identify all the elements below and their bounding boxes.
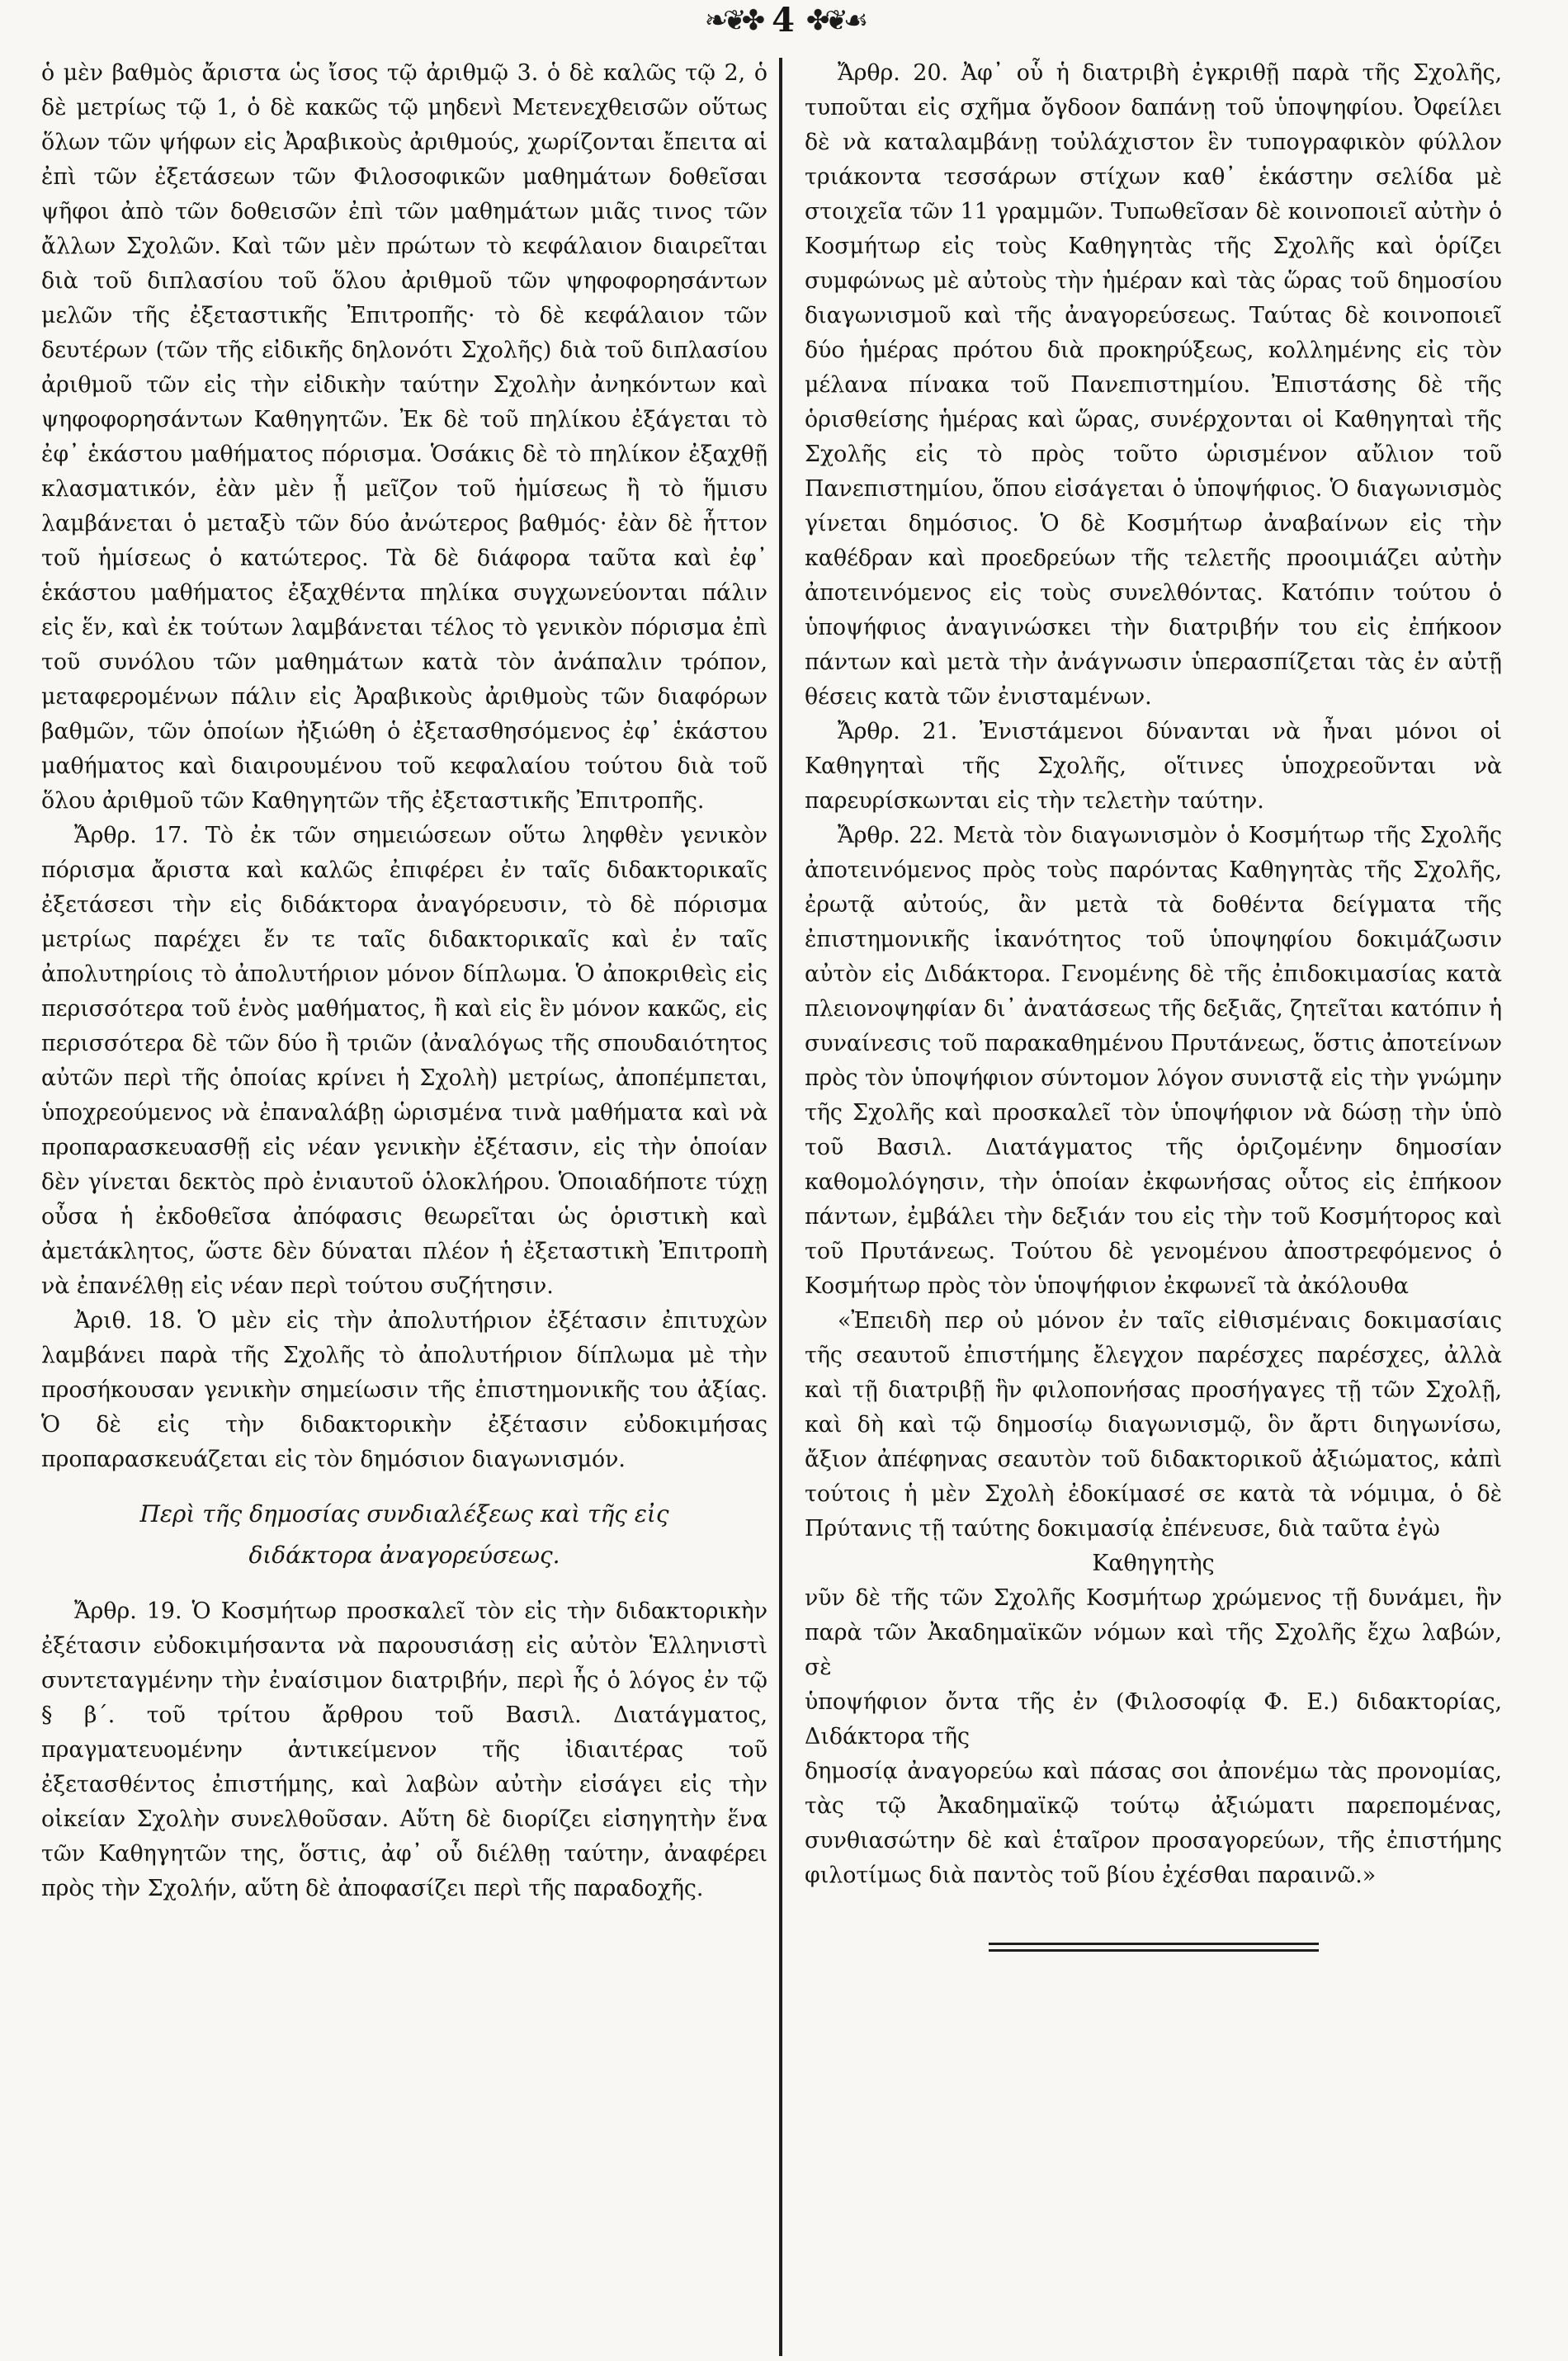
ornament-left-icon: ❧❦✤ (704, 4, 761, 37)
oath-text-4: δημοσίᾳ ἀναγορεύω καὶ πάσας σοι ἀπονέμω τὰς προνομίας, τὰς τῷ Ἀκαδημαϊκῷ τούτῳ ἀξιώματι παρεπομένας, συνθιασώτην δὲ καὶ ἑταῖρον προσαγορεύων, τῆς ἐπιστήμης φιλοτίμως διὰ παντὸς τοῦ βίου ἐχέσθαι παραινῶ.» (805, 1759, 1502, 1888)
end-rule (989, 1943, 1319, 1952)
section-heading (41, 1494, 767, 1576)
article-17: Ἄρθρ. 17. Τὸ ἐκ τῶν σημειώσεων οὕτω ληφθὲν γενικὸν πόρισμα ἄριστα καὶ καλῶς ἐπιφέρει ἐν ταῖς διδακτορικαῖς ἐξετάσεσι τὴν εἰς διδάκτορα ἀναγόρευσιν, τὸ δὲ πόρισμα μετρίως παρέχει ἔν τε ταῖς διδακτορικαῖς καὶ ἐν ταῖς ἀπολυτηρίοις τὸ ἀπολυτήριον μόνον δίπλωμα. Ὁ ἀποκριθεὶς εἰς περισσότερα τοῦ ἑνὸς μαθήματος, ἢ καὶ εἰς ἓν μόνον κακῶς, εἰς περισσότερα δὲ τῶν δύο ἢ τριῶν (ἀναλόγως τῆς σπουδαιότητος αὐτῶν περὶ τῆς ὁποίας κρίνει ἡ Σχολὴ) μετρίως, ἀποπέμπεται, ὑποχρεούμενος νὰ ἐπαναλάβῃ ὡρισμένα τινὰ μαθήματα καὶ νὰ προπαρασκευασθῇ εἰς νέαν γενικὴν ἐξέτασιν, εἰς τὴν ὁποίαν δὲν γίνεται δεκτὸς πρὸ ἐνιαυτοῦ ὁλοκλήρου. Ὁποιαδήποτε τύχῃ οὖσα ἡ ἐκδοθεῖσα ἀπόφασις θεωρεῖται ὡς ὁριστικὴ καὶ ἀμετάκλητος, ὥστε δὲν δύναται πλέον ἡ ἐξεταστικὴ Ἐπιτροπὴ νὰ ἐπανέλθῃ εἰς νέαν περὶ τούτου συζήτησιν. (41, 823, 767, 1299)
oath-text-2: νῦν δὲ τῆς τῶν Σχολῆς Κοσμήτωρ χρώμενος τῇ δυνάμει, ἣν παρὰ τῶν Ἀκαδημαϊκῶν νόμων καὶ τῆς Σχολῆς ἔχω λαβών, σὲ (805, 1585, 1502, 1680)
page-header (0, 3, 1568, 38)
section-heading-line-1: Περὶ τῆς δημοσίας συνδιαλέξεως καὶ τῆς εἰς (139, 1500, 669, 1528)
section-heading-line-2: διδάκτορα ἀναγορεύσεως. (248, 1542, 560, 1569)
oath-title-word: Καθηγητὴς (1092, 1551, 1215, 1576)
end-rule-line-2 (989, 1949, 1319, 1952)
article-18: Ἀριθ. 18. Ὁ μὲν εἰς τὴν ἀπολυτήριον ἐξέτασιν ἐπιτυχὼν λαμβάνει παρὰ τῆς Σχολῆς τὸ ἀπολυτήριον δίπλωμα μὲ τὴν προσήκουσαν γενικὴν σημείωσιν τῆς ἐπιστημονικῆς του ἀξίας. Ὁ δὲ εἰς τὴν διδακτορικὴν ἐξέτασιν εὐδοκιμήσας προπαρασκευάζεται εἰς τὸν δημόσιον διαγωνισμόν. (41, 1308, 767, 1472)
right-column (805, 56, 1502, 1956)
article-22: Ἄρθρ. 22. Μετὰ τὸν διαγωνισμὸν ὁ Κοσμήτωρ τῆς Σχολῆς ἀποτεινόμενος πρὸς τοὺς παρόντας Καθηγητὰς τῆς Σχολῆς, ἐρωτᾷ αὐτούς, ἂν μετὰ τὰ δοθέντα δείγματα τῆς ἐπιστημονικῆς ἱκανότητος τοῦ ὑποψηφίου δοκιμάζωσιν αὐτὸν εἰς Διδάκτορα. Γενομένης δὲ τῆς ἐπιδοκιμασίας κατὰ πλειονοψηφίαν δι᾽ ἀνατάσεως τῆς δεξιᾶς, ζητεῖται κατόπιν ἡ συναίνεσις τοῦ παρακαθημένου Πρυτάνεως, ὅστις ἀποτείνων πρὸς τὸν ὑποψήφιον σύντομον λόγον συνιστᾷ εἰς τὴν γνώμην τῆς Σχολῆς καὶ προσκαλεῖ τὸν ὑποψήφιον νὰ δώσῃ τὴν ὑπὸ τοῦ Βασιλ. Διατάγματος τῆς ὁριζομένην δημοσίαν καθομολόγησιν, τὴν ὁποίαν ἐκφωνήσας οὗτος εἰς ἐπήκοον πάντων, ἐμβάλει τὴν δεξιάν του εἰς τὴν τοῦ Κοσμήτορος καὶ τοῦ Πρυτάνεως. Τούτου δὲ γενομένου ἀποστρεφόμενος ὁ Κοσμήτωρ πρὸς τὸν ὑποψήφιον ἐκφωνεῖ τὰ ἀκόλουθα (805, 823, 1502, 1299)
oath-text: «Ἐπειδὴ περ οὐ μόνον ἐν ταῖς εἰθισμέναις δοκιμασίαις τῆς σεαυτοῦ ἐπιστήμης ἔλεγχον παρέσχες παρέσχες, ἀλλὰ καὶ τῇ διατριβῇ ἣν φιλοπονήσας προσήγαγες τῇ τῶν Σχολῇ, καὶ δὴ καὶ τῷ δημοσίῳ διαγωνισμῷ, ὃν ἄρτι διηγωνίσω, ἄξιον ἀπέφηνας σεαυτὸν τοῦ διδακτορικοῦ ἀξιώματος, κἀπὶ τούτοις ἡ μὲν Σχολὴ ἐδοκίμασέ σε κατὰ τὰ νόμιμα, ὁ δὲ Πρύτανις τῇ ταύτης δοκιμασίᾳ ἐπένευσε, διὰ ταῦτα ἐγὼ (805, 1308, 1502, 1542)
article-19: Ἄρθρ. 19. Ὁ Κοσμήτωρ προσκαλεῖ τὸν εἰς τὴν διδακτορικὴν ἐξέτασιν εὐδοκιμήσαντα νὰ παρουσιάσῃ εἰς αὐτὸν Ἑλληνιστὶ συντεταγμένην τὴν ἐναίσιμον διατριβήν, περὶ ἧς ὁ λόγος ἐν τῷ § β΄. τοῦ τρίτου ἄρθρου τοῦ Βασιλ. Διατάγματος, πραγματευομένην ἀντικείμενον τῆς ἰδιαιτέρας τοῦ ἐξετασθέντος ἐπιστήμης, καὶ λαβὼν αὐτὴν εἰσάγει εἰς τὴν οἰκείαν Σχολὴν συνελθοῦσαν. Αὕτη δὲ διορίζει εἰσηγητὴν ἕνα τῶν Καθηγητῶν της, ὅστις, ἀφ᾽ οὗ διέλθῃ ταύτην, ἀναφέρει πρὸς τὴν Σχολήν, αὕτη δὲ ἀποφασίζει περὶ τῆς παραδοχῆς. (41, 1598, 767, 1901)
paragraph-grading: ὁ μὲν βαθμὸς ἄριστα ὡς ἴσος τῷ ἀριθμῷ 3. ὁ δὲ καλῶς τῷ 2, ὁ δὲ μετρίως τῷ 1, ὁ δὲ κακῶς τῷ μηδενὶ Μετενεχθεισῶν οὕτως ὅλων τῶν ψήφων εἰς Ἀραβικοὺς ἀριθμούς, χωρίζονται ἔπειτα αἱ ἐπὶ τῶν ἐξετάσεων τῶν Φιλοσοφικῶν μαθημάτων δοθεῖσαι ψῆφοι ἀπὸ τῶν δοθεισῶν ἐπὶ τῶν μαθημάτων μιᾶς τινος τῶν ἄλλων Σχολῶν. Καὶ τῶν μὲν πρώτων τὸ κεφάλαιον διαιρεῖται διὰ τοῦ διπλασίου τοῦ ὅλου ἀριθμοῦ τῶν ψηφοφορησάντων μελῶν τῆς ἐξεταστικῆς Ἐπιτροπῆς· τὸ δὲ κεφάλαιον τῶν δευτέρων (τῶν τῆς εἰδικῆς δηλονότι Σχολῆς) διὰ τοῦ διπλασίου ἀριθμοῦ τῶν εἰς τὴν εἰδικὴν ταύτην Σχολὴν ἀνηκόντων καὶ ψηφοφορησάντων Καθηγητῶν. Ἐκ δὲ τοῦ πηλίκου ἐξάγεται τὸ ἐφ᾽ ἑκάστου μαθήματος πόρισμα. Ὁσάκις δὲ τὸ πηλίκον ἐξαχθῇ κλασματικόν, ἐὰν μὲν ᾖ μεῖζον τοῦ ἡμίσεως ἢ τὸ ἥμισυ λαμβάνεται ὁ μεταξὺ τῶν δύο ἀνώτερος βαθμός· ἐὰν δὲ ἧττον τοῦ ἡμίσεως ὁ κατώτερος. Τὰ δὲ διάφορα ταῦτα καὶ ἐφ᾽ ἑκάστου μαθήματος ἐξαχθέντα πηλίκα συγχωνεύονται πάλιν εἰς ἕν, καὶ ἐκ τούτων λαμβάνεται τέλος τὸ γενικὸν πόρισμα ἐπὶ τοῦ συνόλου τῶν μαθημάτων κατὰ τὸν ἀνάπαλιν τρόπον, μεταφερομένων πάλιν εἰς Ἀραβικοὺς ἀριθμοὺς τῶν διαφόρων βαθμῶν, τῶν ὁποίων ἠξιώθη ὁ ἐξετασθησόμενος ἐφ᾽ ἑκάστου μαθήματος καὶ διαιρουμένου τοῦ κεφαλαίου τούτου διὰ τοῦ ὅλου ἀριθμοῦ τῶν Καθηγητῶν τῆς ἐξεταστικῆς Ἐπιτροπῆς. (41, 60, 767, 814)
oath-text-3: ὑποψήφιον ὄντα τῆς ἐν (Φιλοσοφίᾳ Φ. Ε.) διδακτορίας, Διδάκτορα τῆς (805, 1689, 1502, 1750)
page-number: 4 (772, 1, 795, 40)
article-21: Ἄρθρ. 21. Ἐνιστάμενοι δύνανται νὰ ἦναι μόνοι οἱ Καθηγηταὶ τῆς Σχολῆς, οἵτινες ὑποχρεοῦνται νὰ παρευρίσκωνται εἰς τὴν τελετὴν ταύτην. (805, 719, 1502, 814)
column-divider (779, 58, 782, 2356)
ornament-right-icon: ✤❦☙ (805, 4, 864, 37)
article-20: Ἄρθρ. 20. Ἀφ᾽ οὗ ἡ διατριβὴ ἐγκριθῇ παρὰ τῆς Σχολῆς, τυποῦται εἰς σχῆμα ὄγδοον δαπάνῃ τοῦ ὑποψηφίου. Ὀφείλει δὲ νὰ καταλαμβάνῃ τοὐλάχιστον ἓν τυπογραφικὸν φύλλον τριάκοντα τεσσάρων στίχων καθ᾽ ἑκάστην σελίδα μὲ στοιχεῖα τῶν 11 γραμμῶν. Τυπωθεῖσαν δὲ κοινοποιεῖ αὐτὴν ὁ Κοσμήτωρ εἰς τοὺς Καθηγητὰς τῆς Σχολῆς καὶ ὁρίζει συμφώνως μὲ αὐτοὺς τὴν ἡμέραν καὶ τὰς ὥρας τοῦ δημοσίου διαγωνισμοῦ καὶ τῆς ἀναγορεύσεως. Ταύτας δὲ κοινοποιεῖ δύο ἡμέρας πρότου διὰ προκηρύξεως, κολλημένης εἰς τὸν μέλανα πίνακα τοῦ Πανεπιστημίου. Ἐπιστάσης δὲ τῆς ὁρισθείσης ἡμέρας καὶ ὥρας, συνέρχονται οἱ Καθηγηταὶ τῆς Σχολῆς εἰς τὸ πρὸς τοῦτο ὡρισμένον αὔλιον τοῦ Πανεπιστημίου, ὅπου εἰσάγεται ὁ ὑποψήφιος. Ὁ διαγωνισμὸς γίνεται δημόσιος. Ὁ δὲ Κοσμήτωρ ἀναβαίνων εἰς τὴν καθέδραν καὶ προεδρεύων τῆς τελετῆς προοιμιάζει αὐτὴν ἀποτεινόμενος εἰς τοὺς συνελθόντας. Κατόπιν τούτου ὁ ὑποψήφιος ἀναγινώσκει τὴν διατριβήν του εἰς ἐπήκοον πάντων καὶ μετὰ τὴν ἀνάγνωσιν ὑπερασπίζεται τὰς ἐν αὐτῇ θέσεις κατὰ τῶν ἐνισταμένων. (805, 60, 1502, 710)
end-rule-line-1 (989, 1943, 1319, 1945)
left-column (41, 56, 767, 1906)
